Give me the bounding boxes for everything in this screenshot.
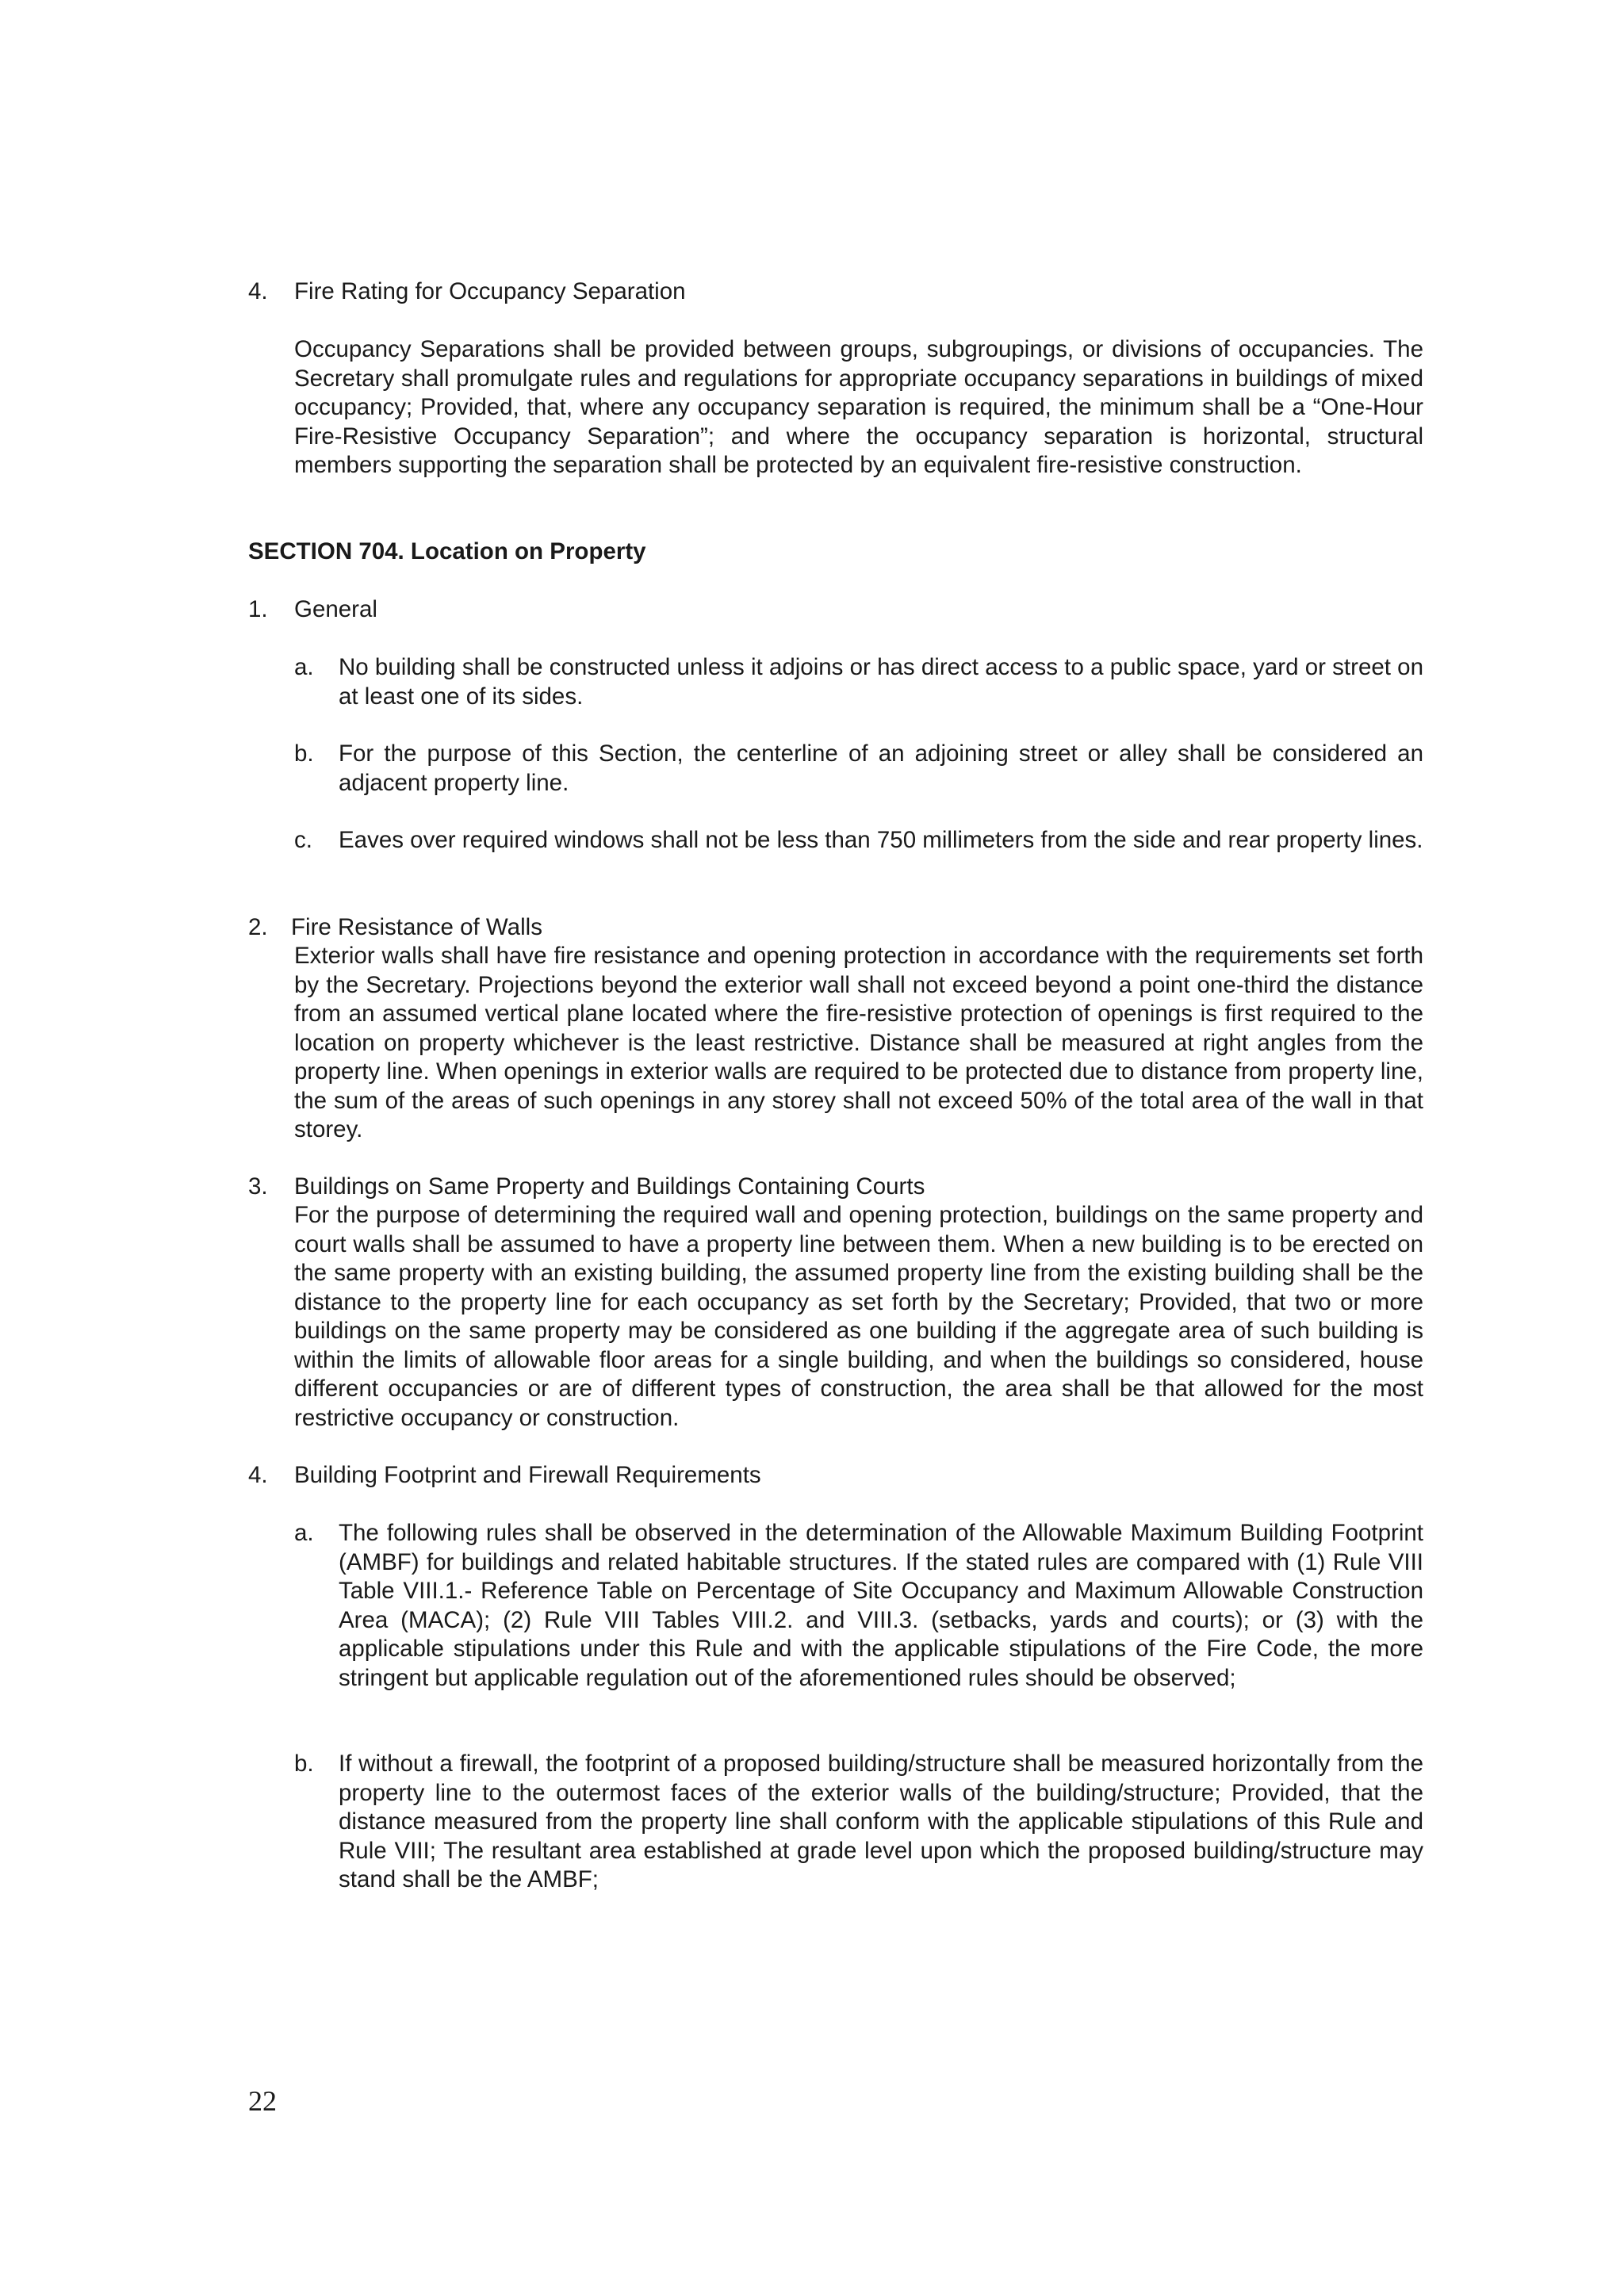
item-number: 4. (248, 278, 268, 304)
item-title: Fire Rating for Occupancy Separation (294, 278, 686, 304)
subitem-letter: c. (294, 827, 312, 853)
subitem-text: Eaves over required windows shall not be less than 750 millimeters from the side and rear property lines. (339, 827, 1423, 853)
item-number: 3. (248, 1173, 268, 1200)
subitem-text: The following rules shall be observed in the determination of the Allowable Maximum Building Footprint (AMBF) for buildings and related habitable structures. If the stated rules are compared with (1) Rule VIII Table VIII.1.- Reference Table on Percentage of Site Occupancy and Maximum Allowable Construction Area (MACA); (2) Rule VIII Tables VIII.2. and VIII.3. (setbacks, yards and courts); or (3) with the applicable stipulations under this Rule and with the applicable stipulations of the Fire Code, the more stringent but applicable regulation out of the aforementioned rules should be observed; (339, 1520, 1423, 1691)
section-heading: SECTION 704. Location on Property (248, 538, 646, 564)
page-number: 22 (248, 2085, 277, 2117)
subitem-letter: b. (294, 740, 314, 767)
subitem-letter: a. (294, 1520, 314, 1546)
item-title: General (294, 596, 377, 622)
fire-rating-paragraph: Occupancy Separations shall be provided between groups, subgroupings, or divisions of occupancies. The Secretary shall promulgate rules and regulations for appropriate occupancy separations in buildings of mixed occupancy; Provided, that, where any occupancy separation is required, the minimum shall be a “One-Hour Fire-Resistive Occupancy Separation”; and where the occupancy separation is horizontal, structural members supporting the separation shall be protected by an equivalent fire-resistive construction. (294, 336, 1423, 478)
item-title: Fire Resistance of Walls (291, 914, 542, 940)
item-number: 1. (248, 596, 268, 622)
item-title: Buildings on Same Property and Buildings Containing Courts (294, 1173, 925, 1200)
subitem-text: No building shall be constructed unless it adjoins or has direct access to a public space, yard or street on at least one of its sides. (339, 654, 1423, 710)
subitem-letter: b. (294, 1751, 314, 1777)
item-number: 4. (248, 1462, 268, 1488)
item-title: Building Footprint and Firewall Requirements (294, 1462, 761, 1488)
subitem-text: For the purpose of this Section, the centerline of an adjoining street or alley shall be considered an adjacent property line. (339, 740, 1423, 796)
fire-resistance-paragraph: Exterior walls shall have fire resistance and opening protection in accordance with the requirements set forth by the Secretary. Projections beyond the exterior wall shall not exceed beyond a point one-third the distance from an assumed vertical plane located where the fire-resistive protection of openings is first required to the location on property whichever is the least restrictive. Distance shall be measured at right angles from the property line. When openings in exterior walls are required to be protected due to distance from property line, the sum of the areas of such openings in any storey shall not exceed 50% of the total area of the wall in that storey. (294, 943, 1423, 1142)
subitem-letter: a. (294, 654, 314, 680)
same-property-paragraph: For the purpose of determining the required wall and opening protection, buildings on the same property and court walls shall be assumed to have a property line between them. When a new building is to be erected on the same property with an existing building, the assumed property line from the existing building shall be the distance to the property line for each occupancy as set forth by the Secretary; Provided, that two or more buildings on the same property may be considered as one building if the aggregate area of such building is within the limits of allowable floor areas for a single building, and when the buildings so considered, house different occupancies or are of different types of construction, the area shall be that allowed for the most restrictive occupancy or construction. (294, 1202, 1423, 1431)
subitem-text: If without a firewall, the footprint of a proposed building/structure shall be measured horizontally from the property line to the outermost faces of the exterior walls of the building/structure; Provided, that the distance measured from the property line shall conform with the applicable stipulations of this Rule and Rule VIII; The resultant area established at grade level upon which the proposed building/structure may stand shall be the AMBF; (339, 1751, 1423, 1892)
item-number: 2. (248, 914, 268, 940)
